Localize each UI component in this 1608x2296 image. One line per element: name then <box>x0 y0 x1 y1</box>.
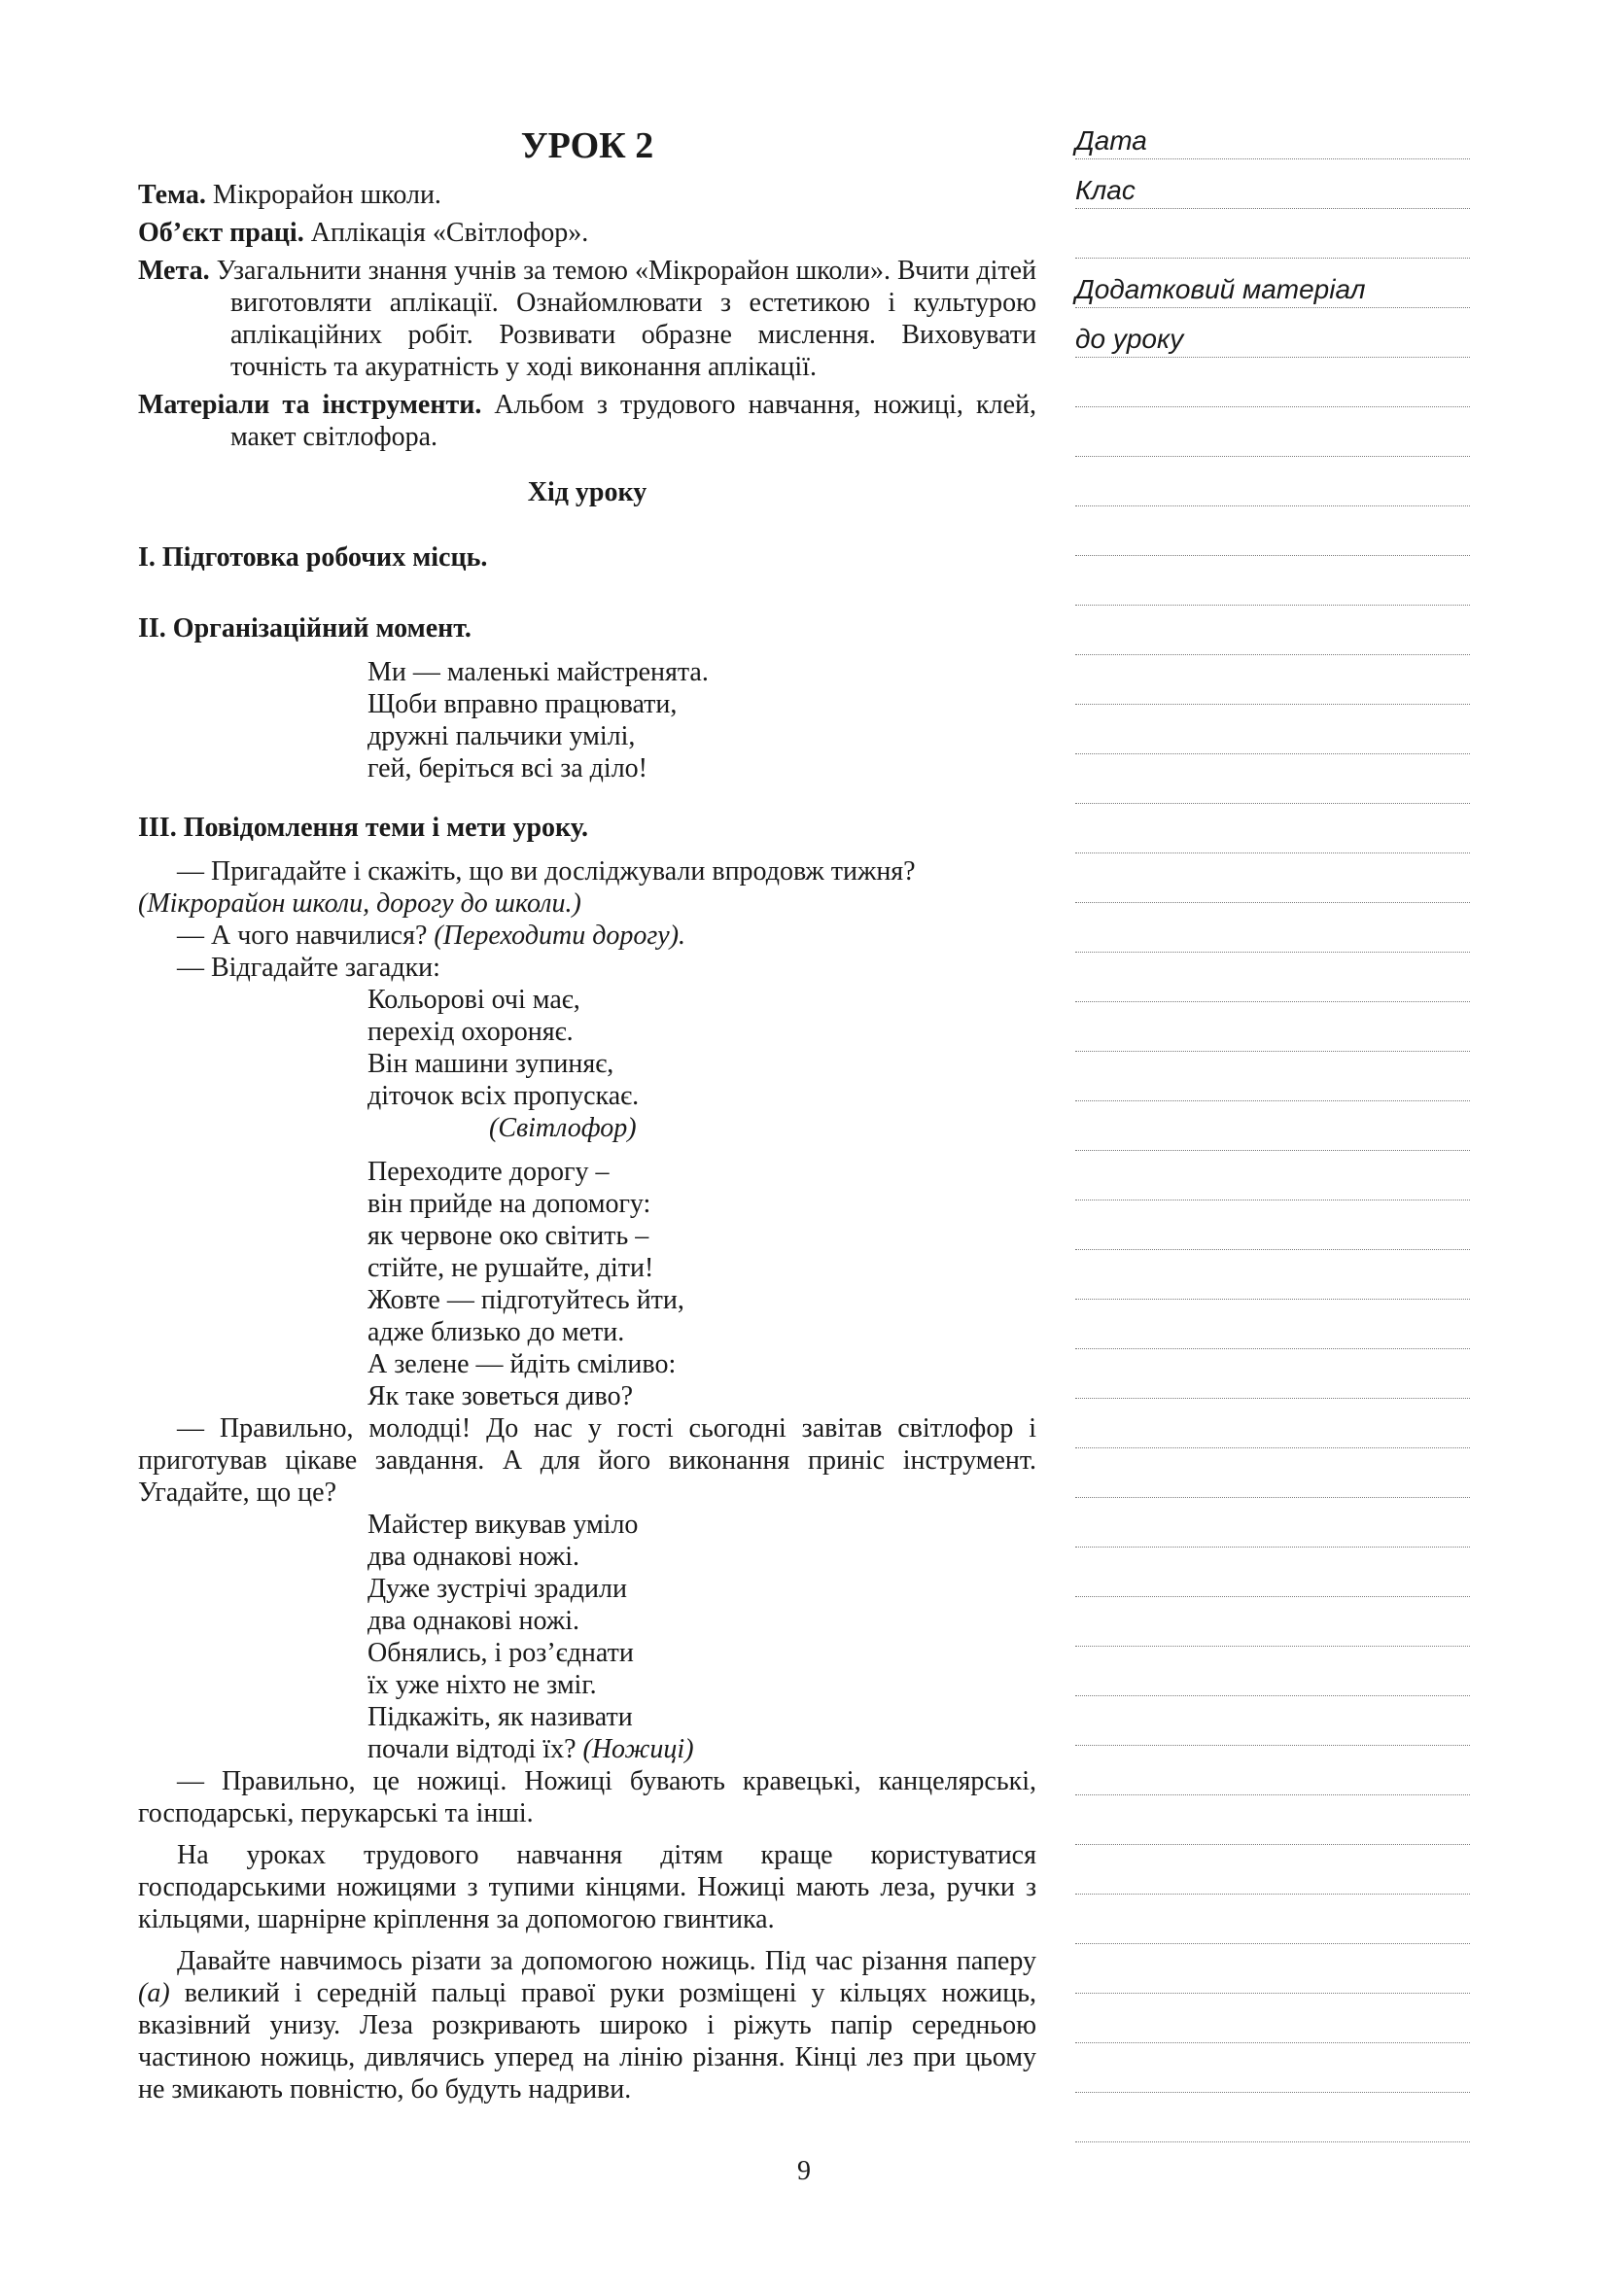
riddle-line: Підкажіть, як називати <box>367 1702 633 1732</box>
riddle-line: їх уже ніхто не зміг. <box>367 1670 597 1700</box>
sidebar-line-class <box>1075 159 1470 209</box>
poem-line: Щоби вправно працювати, <box>367 689 678 719</box>
sidebar-blank-line <box>1075 1300 1470 1349</box>
notes-sidebar <box>1075 124 1470 2142</box>
poem-line: Ми — маленькі майстренята. <box>367 657 709 687</box>
goal-text: Узагальнити знання учнів за темою «Мікрорайон школи». Вчити дітей виготовляти аплікації. Ознайомлювати з естетикою і культурою аплікаційних робіт. Розвивати образне мислення. Виховувати точність та акуратність у ході виконання аплікації. <box>209 256 1036 382</box>
page-number: 9 <box>797 2156 811 2186</box>
section-2-heading: ІІ. Організаційний момент. <box>138 613 472 644</box>
materials-line <box>138 389 1036 453</box>
poem-line: дружні пальчики умілі, <box>367 721 636 751</box>
sidebar-line-extra-2 <box>1075 308 1470 358</box>
sidebar-blank-line <box>1075 1647 1470 1696</box>
sidebar-blank-line <box>1075 1399 1470 1448</box>
theme-text: Мікрорайон школи. <box>205 180 441 210</box>
riddle-line: Жовте — підготуйтесь йти, <box>367 1285 684 1315</box>
sidebar-blank-line <box>1075 1498 1470 1548</box>
riddle-line: як червоне око світить – <box>367 1221 649 1251</box>
riddle-line: Майстер викував уміло <box>367 1510 639 1540</box>
poem-intro <box>367 656 1036 784</box>
paragraph-4-start: Давайте навчимось різати за допомогою ножиць. Під час різання паперу <box>177 1946 1036 1976</box>
paragraph-3: На уроках трудового навчання дітям краще користуватися господарськими ножицями з тупими кінцями. Ножиці мають леза, ручки з кільцями, шарнірне кріплення за допомогою гвинтика. <box>138 1840 1036 1934</box>
sidebar-extra-label: Додатковий матеріал <box>1075 274 1366 304</box>
riddle-answer: (Світлофор) <box>489 1113 637 1143</box>
sidebar-blank-line <box>1075 1795 1470 1845</box>
riddle-line: стійте, не рушайте, діти! <box>367 1253 654 1283</box>
object-text: Аплікація «Світлофор». <box>303 218 589 248</box>
sidebar-line-date <box>1075 124 1470 159</box>
sidebar-blank-line <box>1075 1448 1470 1498</box>
sidebar-blank-line <box>1075 1696 1470 1746</box>
sidebar-blank-line <box>1075 1349 1470 1399</box>
materials-text: Альбом з трудового навчання, ножиці, клей, макет світлофора. <box>230 390 1036 452</box>
sidebar-blank-line <box>1075 407 1470 457</box>
sidebar-blank-line <box>1075 1101 1470 1151</box>
sidebar-blank-line <box>1075 2043 1470 2093</box>
sidebar-blank-line <box>1075 358 1470 407</box>
sidebar-blank-line <box>1075 1250 1470 1300</box>
sidebar-blank-line <box>1075 804 1470 853</box>
riddle-line: Він машини зупиняє, <box>367 1049 614 1079</box>
dialog-answer-1-text: (Мікрорайон школи, дорогу до школи.) <box>138 888 581 919</box>
riddle-line: А зелене — йдіть сміливо: <box>367 1349 677 1379</box>
object-line <box>138 217 1036 249</box>
theme-label: Тема. <box>138 180 206 210</box>
riddle-traffic-light <box>367 984 1036 1412</box>
riddle-line: Переходите дорогу – <box>367 1157 610 1187</box>
sidebar-line-extra <box>1075 259 1470 308</box>
dialog-answer-1 <box>138 887 1036 920</box>
riddle-line: перехід охороняє. <box>367 1017 574 1047</box>
dialog-answer-2: (Переходити дорогу). <box>434 921 686 951</box>
sidebar-class-label: Клас <box>1075 175 1136 205</box>
riddle-last-text: почали відтоді їх? <box>367 1734 583 1764</box>
dialog-question-3: — Відгадайте загадки: <box>177 953 440 983</box>
sidebar-extra-label-2: до уроку <box>1075 324 1184 354</box>
stanza-gap <box>367 1144 1036 1156</box>
sidebar-blank-line <box>1075 1002 1470 1052</box>
paragraph-2: — Правильно, це ножиці. Ножиці бувають кравецькі, канцелярські, господарські, перукарські та інші. <box>138 1766 1036 1828</box>
sidebar-blank-line <box>1075 1895 1470 1944</box>
lesson-title: УРОК 2 <box>520 125 654 166</box>
sidebar-blank-line <box>1075 457 1470 506</box>
riddle-line: він прийде на допомогу: <box>367 1189 651 1219</box>
materials-label: Матеріали та інструменти. <box>138 390 482 420</box>
dialog-question-2 <box>138 920 1036 952</box>
figure-reference: (а) <box>138 1978 170 2008</box>
sidebar-blank-line <box>1075 556 1470 606</box>
dialog-question-2-text: — А чого навчилися? <box>177 921 428 951</box>
sidebar-blank-line <box>1075 1151 1470 1200</box>
sidebar-line <box>1075 209 1470 259</box>
sidebar-blank-line <box>1075 1052 1470 1101</box>
riddle-line: два однакові ножі. <box>367 1606 579 1636</box>
sidebar-blank-line <box>1075 506 1470 556</box>
sidebar-blank-line <box>1075 1994 1470 2043</box>
goal-line <box>138 255 1036 383</box>
sidebar-blank-line <box>1075 705 1470 754</box>
riddle-line: Дуже зустрічі зрадили <box>367 1574 627 1604</box>
lesson-content <box>138 124 1036 2105</box>
sidebar-blank-line <box>1075 853 1470 903</box>
sidebar-blank-line <box>1075 655 1470 705</box>
sidebar-blank-line <box>1075 1944 1470 1994</box>
riddle-line: Як таке зоветься диво? <box>367 1381 633 1411</box>
paragraph-4-end: великий і середній пальці правої руки розміщені у кільцях ножиць, вказівний унизу. Леза розкривають широко і ріжуть папір середньою частиною ножиць, дивлячись уперед на лінію різання. Кінці лез при цьому не змикають повністю, бо будуть надриви. <box>138 1978 1036 2105</box>
riddle-line: Обнялись, і роз’єднати <box>367 1638 634 1668</box>
sidebar-date-label: Дата <box>1075 125 1147 156</box>
riddle-scissors <box>367 1509 1036 1765</box>
sidebar-blank-line <box>1075 1746 1470 1795</box>
riddle-line: два однакові ножі. <box>367 1542 579 1572</box>
poem-line: гей, беріться всі за діло! <box>367 753 647 783</box>
sidebar-blank-line <box>1075 1548 1470 1597</box>
goal-label: Мета. <box>138 256 210 286</box>
sidebar-blank-line <box>1075 903 1470 953</box>
dialog-question-1: — Пригадайте і скажіть, що ви досліджували впродовж тижня? <box>177 856 916 887</box>
riddle-line: Кольорові очі має, <box>367 985 580 1015</box>
sidebar-blank-line <box>1075 606 1470 655</box>
riddle-line: адже близько до мети. <box>367 1317 625 1347</box>
sidebar-blank-line <box>1075 754 1470 804</box>
paragraph-1: — Правильно, молодці! До нас у гості сьогодні завітав світлофор і приготував цікаве завдання. А для його виконання приніс інструмент. Угадайте, що це? <box>138 1413 1036 1508</box>
section-3-heading: ІІІ. Повідомлення теми і мети уроку. <box>138 813 588 843</box>
riddle-line-last <box>367 1733 1036 1765</box>
course-title: Хід уроку <box>527 477 647 507</box>
sidebar-blank-line <box>1075 953 1470 1002</box>
paragraph-4 <box>138 1945 1036 2105</box>
section-1-heading: І. Підготовка робочих місць. <box>138 542 488 573</box>
sidebar-blank-line <box>1075 1597 1470 1647</box>
sidebar-blank-lines <box>1075 358 1470 2142</box>
sidebar-blank-line <box>1075 1845 1470 1895</box>
theme-line <box>138 179 1036 211</box>
riddle-answer: (Ножиці) <box>582 1734 694 1764</box>
sidebar-blank-line <box>1075 2093 1470 2142</box>
riddle-line: діточок всіх пропускає. <box>367 1081 640 1111</box>
sidebar-blank-line <box>1075 1200 1470 1250</box>
object-label: Об’єкт праці. <box>138 218 304 248</box>
